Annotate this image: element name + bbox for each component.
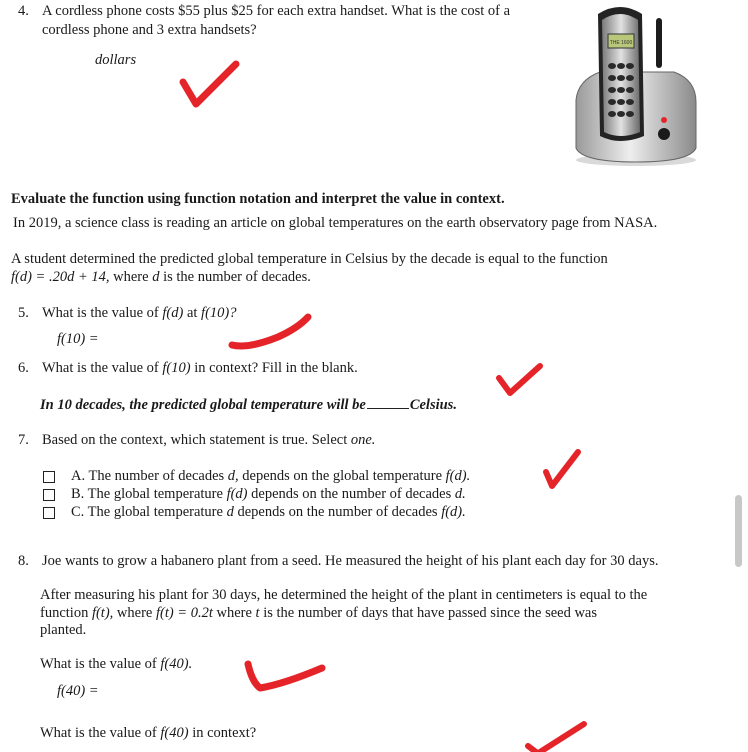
option-a: A. The number of decades d, depends on the global temperature f(d).	[71, 468, 471, 484]
q8-para2-line2: function f(t), where f(t) = 0.2t where t is the number of days that have passed since the seed was	[40, 605, 598, 621]
q8-line1: Joe wants to grow a habanero plant from a seed. He measured the height of his plant each day for 30 days.	[42, 553, 659, 569]
phone-screen-text: THE 1600	[609, 40, 633, 46]
option-b: B. The global temperature f(d) depends on the number of decades d.	[71, 486, 466, 502]
checkmark-icon	[180, 60, 240, 110]
option-a-checkbox[interactable]	[43, 471, 55, 483]
option-b-checkbox[interactable]	[43, 489, 55, 501]
checkmark-icon	[244, 660, 328, 696]
q4-text-line2: cordless phone and 3 extra handsets?	[42, 22, 257, 38]
section-student-line1: A student determined the predicted global temperature in Celsius by the decade is equal to the function	[11, 251, 608, 267]
section-student-line2: f(d) = .20d + 14, where d is the number of decades.	[11, 269, 311, 285]
q5-number: 5.	[18, 305, 29, 321]
q4-number: 4.	[18, 3, 29, 19]
q4-text-line1: A cordless phone costs $55 plus $25 for each extra handset. What is the cost of a	[42, 3, 511, 19]
q8-number: 8.	[18, 553, 29, 569]
q7-text: Based on the context, which statement is true. Select one.	[42, 432, 376, 448]
q8-para2-line3: planted.	[40, 622, 87, 638]
option-c: C. The global temperature d depends on the number of decades f(d).	[71, 504, 466, 520]
checkmark-icon	[542, 448, 584, 492]
cordless-phone-image	[570, 0, 700, 170]
q8-question-a: What is the value of f(40).	[40, 656, 193, 672]
q5-text: What is the value of f(d) at f(10)?	[42, 305, 237, 321]
red-mark-icon	[228, 311, 313, 351]
q8-para2-line1: After measuring his plant for 30 days, he determined the height of the plant in centimeters is equal to the	[40, 587, 648, 603]
checkmark-icon	[496, 362, 546, 398]
q8-question-b: What is the value of f(40) in context?	[40, 725, 257, 741]
section-intro: In 2019, a science class is reading an article on global temperatures on the earth observatory page from NASA.	[13, 215, 658, 231]
section-heading: Evaluate the function using function notation and interpret the value in context.	[11, 191, 505, 207]
q7-number: 7.	[18, 432, 29, 448]
option-c-checkbox[interactable]	[43, 507, 55, 519]
q6-blank[interactable]	[367, 396, 409, 409]
q4-answer-unit: dollars	[95, 52, 137, 68]
q6-fill-sentence: In 10 decades, the predicted global temperature will be Celsius.	[40, 397, 457, 413]
q8-answer-label: f(40) =	[57, 683, 99, 699]
q6-text: What is the value of f(10) in context? Fill in the blank.	[42, 360, 358, 376]
q6-number: 6.	[18, 360, 29, 376]
vertical-scrollbar[interactable]	[735, 495, 742, 567]
q5-answer-label: f(10) =	[57, 331, 99, 347]
function-expression: f(d) = .20d + 14,	[11, 269, 110, 285]
checkmark-icon	[524, 722, 594, 752]
